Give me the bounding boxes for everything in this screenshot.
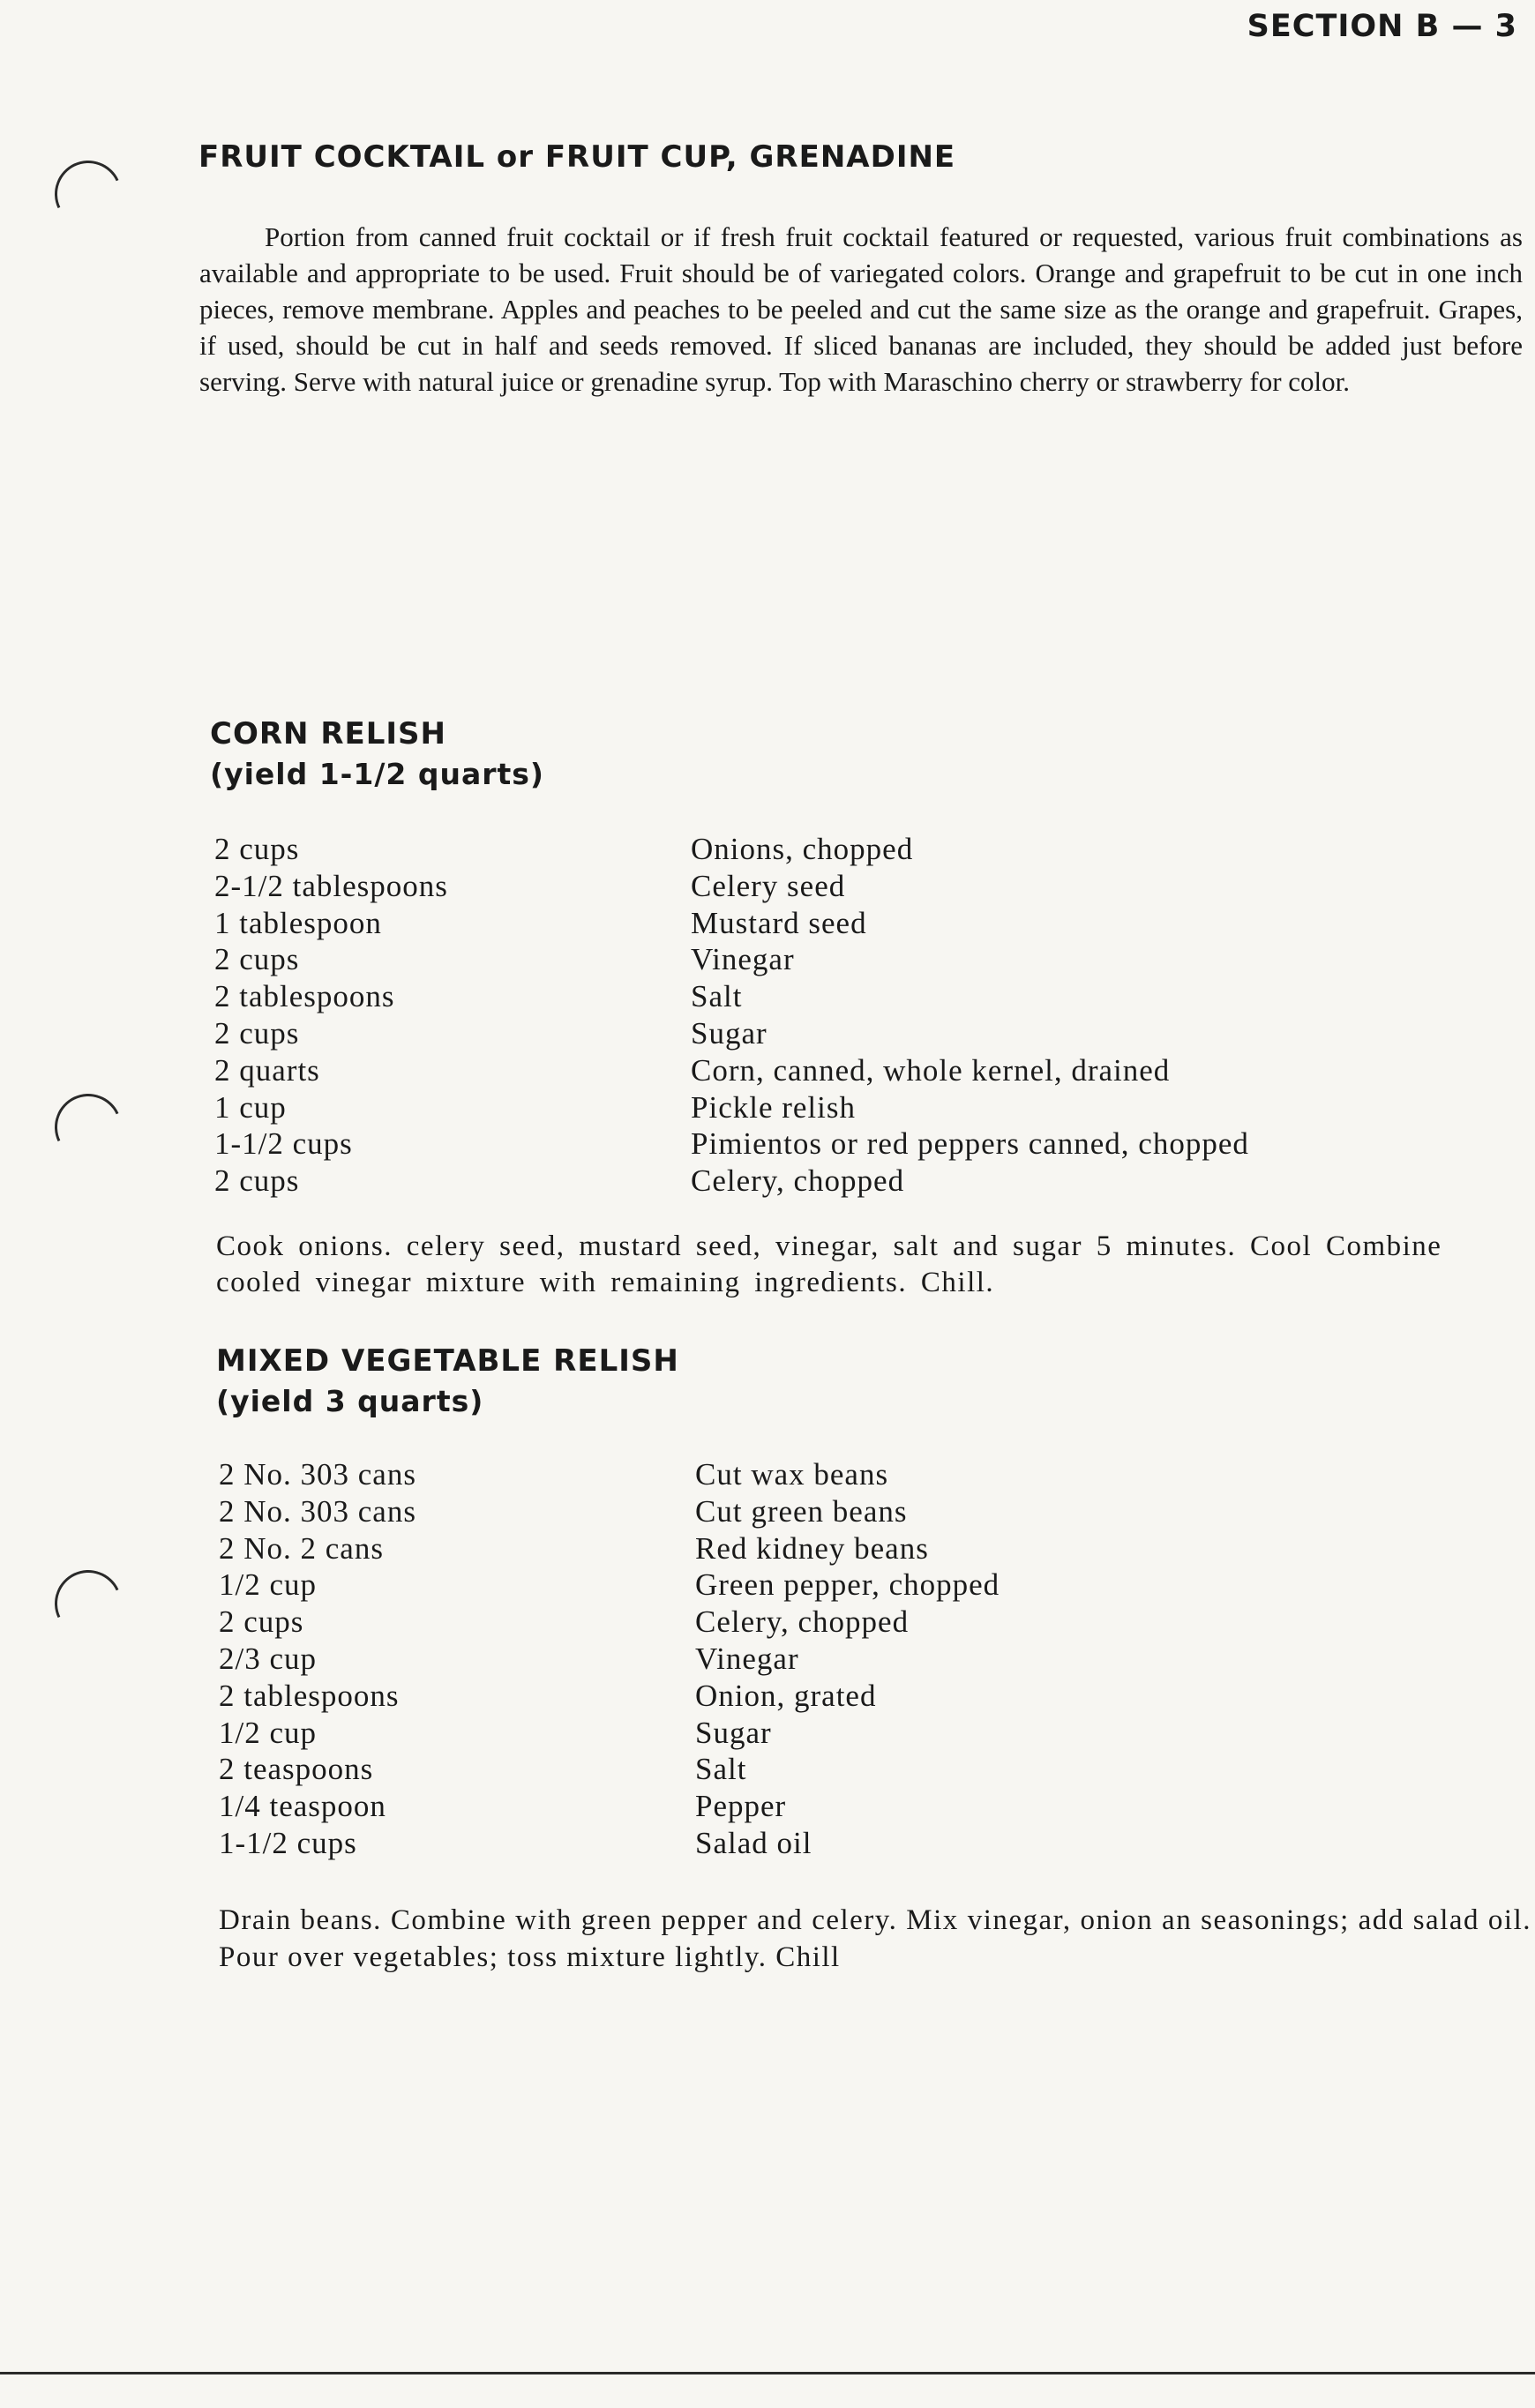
ingredient-amount: 2 cups [219,1604,304,1640]
ingredient-item: Sugar [691,1015,768,1051]
binder-hole-bottom [45,1560,131,1646]
ingredient-amount: 2 cups [214,942,300,977]
ingredient-amount: 1-1/2 cups [219,1825,357,1860]
ingredient-item: Salt [695,1752,747,1787]
ingredient-item: Mustard seed [691,905,867,940]
ingredient-item: Onions, chopped [691,832,914,866]
ingredient-amount: 1/2 cup [219,1567,318,1603]
ingredient-amount: 2-1/2 tablespoons [214,868,448,903]
ingredient-amount: 1 cup [214,1089,287,1125]
ingredient-item: Celery seed [691,868,846,903]
ingredient-amount: 2 cups [214,1015,300,1051]
page-bottom-edge [0,2372,1535,2374]
ingredient-amount: 2 No. 2 cans [219,1530,384,1566]
ingredient-item: Green pepper, chopped [695,1567,1000,1603]
mixed-vegetable-relish-yield: (yield 3 quarts) [216,1384,484,1418]
mixed-vegetable-relish-directions: Drain beans. Combine with green pepper and celery. Mix vinegar, onion an seasonings; add salad oil. Pour over vegetables; toss mixture lightly. Chill [219,1904,1531,1973]
ingredient-amount: 2 cups [214,832,300,866]
ingredient-item: Salt [691,979,743,1014]
fruit-cocktail-text: Portion from canned fruit cocktail or if fresh fruit cocktail featured or requested, various fruit combinations as available and appropriate to be used. Fruit should be of variegated colors. Orange and grapefruit to be cut in one inch pieces, remove membrane. Apples and peaches to be peeled and cut the same size as the orange and grapefruit. Grapes, if used, should be cut in half and seeds removed. If sliced bananas are included, they should be added just before serving. Serve with natural juice or grenadine syrup. Top with Maraschino cherry or strawberry for color. [199,221,1523,397]
ingredient-item: Vinegar [695,1641,799,1676]
ingredient-item: Vinegar [691,942,795,977]
ingredient-item: Onion, grated [695,1678,877,1713]
ingredient-amount: 2 teaspoons [219,1752,374,1787]
mixed-vegetable-relish-title: MIXED VEGETABLE RELISH [216,1343,679,1379]
ingredient-amount: 2 tablespoons [219,1678,400,1713]
corn-relish-title: CORN RELISH [210,716,446,752]
ingredient-amount: 2 No. 303 cans [219,1457,416,1492]
ingredient-item: Pepper [695,1789,787,1824]
ingredient-amount: 2 cups [214,1163,300,1199]
ingredient-item: Corn, canned, whole kernel, drained [691,1052,1171,1088]
ingredient-amount: 2 tablespoons [214,979,395,1014]
corn-relish-directions: Cook onions. celery seed, mustard seed, vinegar, salt and sugar 5 minutes. Cool Combine cooled vinegar mixture with remaining ingredients. Chill. [216,1230,1442,1298]
ingredient-item: Pimientos or red peppers canned, chopped [691,1126,1249,1162]
ingredient-amount: 1-1/2 cups [214,1126,353,1162]
ingredient-item: Sugar [695,1715,772,1750]
ingredient-item: Salad oil [695,1825,812,1860]
ingredient-amount: 1/4 teaspoon [219,1789,386,1824]
fruit-cocktail-title: FRUIT COCKTAIL or FRUIT CUP, GRENADINE [198,139,956,175]
binder-hole-top [45,151,131,236]
ingredient-item: Pickle relish [691,1089,856,1125]
ingredient-item: Red kidney beans [695,1530,929,1566]
ingredient-amount: 2 No. 303 cans [219,1493,416,1529]
ingredient-item: Cut wax beans [695,1457,889,1492]
ingredient-amount: 2/3 cup [219,1641,318,1676]
ingredient-amount: 1 tablespoon [214,905,382,940]
ingredient-amount: 1/2 cup [219,1715,318,1750]
binder-hole-middle [45,1084,131,1170]
ingredient-item: Cut green beans [695,1493,908,1529]
ingredient-item: Celery, chopped [695,1604,910,1640]
ingredient-item: Celery, chopped [691,1163,905,1199]
ingredient-amount: 2 quarts [214,1052,320,1088]
corn-relish-yield: (yield 1-1/2 quarts) [210,757,544,791]
section-header: SECTION B — 3 [1247,9,1517,44]
